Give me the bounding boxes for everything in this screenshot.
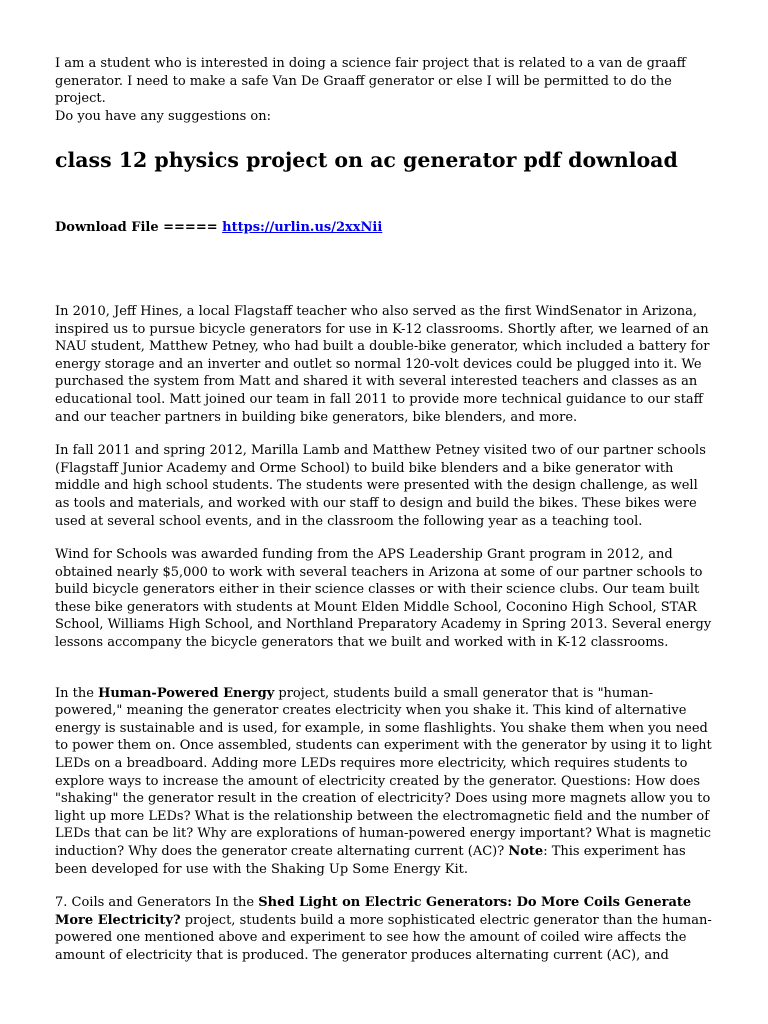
note-label: Note bbox=[508, 844, 544, 859]
download-line bbox=[55, 219, 713, 237]
download-label: Download File ===== bbox=[55, 220, 218, 236]
intro-line-1: I am a student who is interested in doing a science fair project that is related to a van de graaff generator. I need to make a safe Van De Graaff generator or else I will be permitted to do the project. bbox=[55, 56, 686, 107]
intro-text bbox=[55, 55, 713, 125]
paragraph-bike-blenders: In fall 2011 and spring 2012, Marilla Lamb and Matthew Petney visited two of our partner schools (Flagstaff Junior Academy and Orme School) to build bike blenders and a bike generator with middle and high school students. The students were presented with the design challenge, as well as tools and materials, and worked with our staff to design and build the bikes. These bikes were used at several school events, and in the classroom the following year as a teaching tool. bbox=[55, 443, 706, 529]
paragraph-text: 7. Coils and Generators In the bbox=[55, 895, 259, 911]
paragraph-aps-grant: Wind for Schools was awarded funding from the APS Leadership Grant program in 2012, and obtained nearly $5,000 to work with several teachers in Arizona at some of our partner schools to build bicycle generators either in their science classes or with their science clubs. Our team built these bike generators with students at Mount Elden Middle School, Coconino High School, STAR School, Williams High School, and Northland Preparatory Academy in Spring 2013. Several energy lessons accompany the bicycle generators that we built and worked with in K-12 classrooms. bbox=[55, 547, 712, 651]
paragraph-human-powered-energy bbox=[55, 685, 713, 879]
paragraph-bike-generators: In 2010, Jeff Hines, a local Flagstaff teacher who also served as the first WindSenator in Arizona, inspired us to pursue bicycle generators for use in K-12 classrooms. Shortly after, we learned of an NAU student, Matthew Petney, who had built a double-bike generator, which included a battery for energy storage and an inverter and outlet so normal 120-volt devices could be plugged into it. We purchased the system from Matt and shared it with several interested teachers and classes as an educational tool. Matt joined our team in fall 2011 to provide more technical guidance to our staff and our teacher partners in building bike generators, bike blenders, and more. bbox=[55, 303, 710, 425]
paragraph-text: project, students build a small generator that is "human-powered," meaning the generator creates electricity when you shake it. This kind of alternative energy is sustainable and is used, for example, in some flashlights. You shake them when you need to power them on. Once assembled, students can experiment with the generator by using it to light LEDs on a breadboard. Adding more LEDs requires more electricity, which requires students to explore ways to increase the amount of electricity created by the generator. Questions: How does "shaking" the generator result in the creation of electricity? Does using more magnets allow you to light up more LEDs? What is the relationship between the electromagnetic field and the number of LEDs that can be lit? Why are explorations of human-powered energy important? What is magnetic induction? Why does the generator create alternating current (AC)? bbox=[55, 685, 712, 859]
download-link[interactable]: https://urlin.us/2xxNii bbox=[222, 220, 383, 236]
paragraph-text: : This experiment has been developed for use with the Shaking Up Some Energy Kit. bbox=[55, 844, 686, 877]
paragraph-coils-generators bbox=[55, 894, 713, 964]
project-name-shed-light: Shed Light on Electric Generators: Do More Coils Generate More Electricity? bbox=[55, 895, 692, 928]
paragraph-text: project, students build a more sophisticated electric generator than the human-powered one mentioned above and experiment to see how the amount of coiled wire affects the amount of electricity that is produced. The generator produces alternating current (AC), and bbox=[55, 912, 712, 963]
paragraph-text: In the bbox=[55, 685, 99, 701]
intro-line-2: Do you have any suggestions on: bbox=[55, 108, 271, 124]
project-name-human-powered: Human-Powered Energy bbox=[98, 685, 275, 701]
page-title: class 12 physics project on ac generator pdf download bbox=[55, 148, 678, 173]
